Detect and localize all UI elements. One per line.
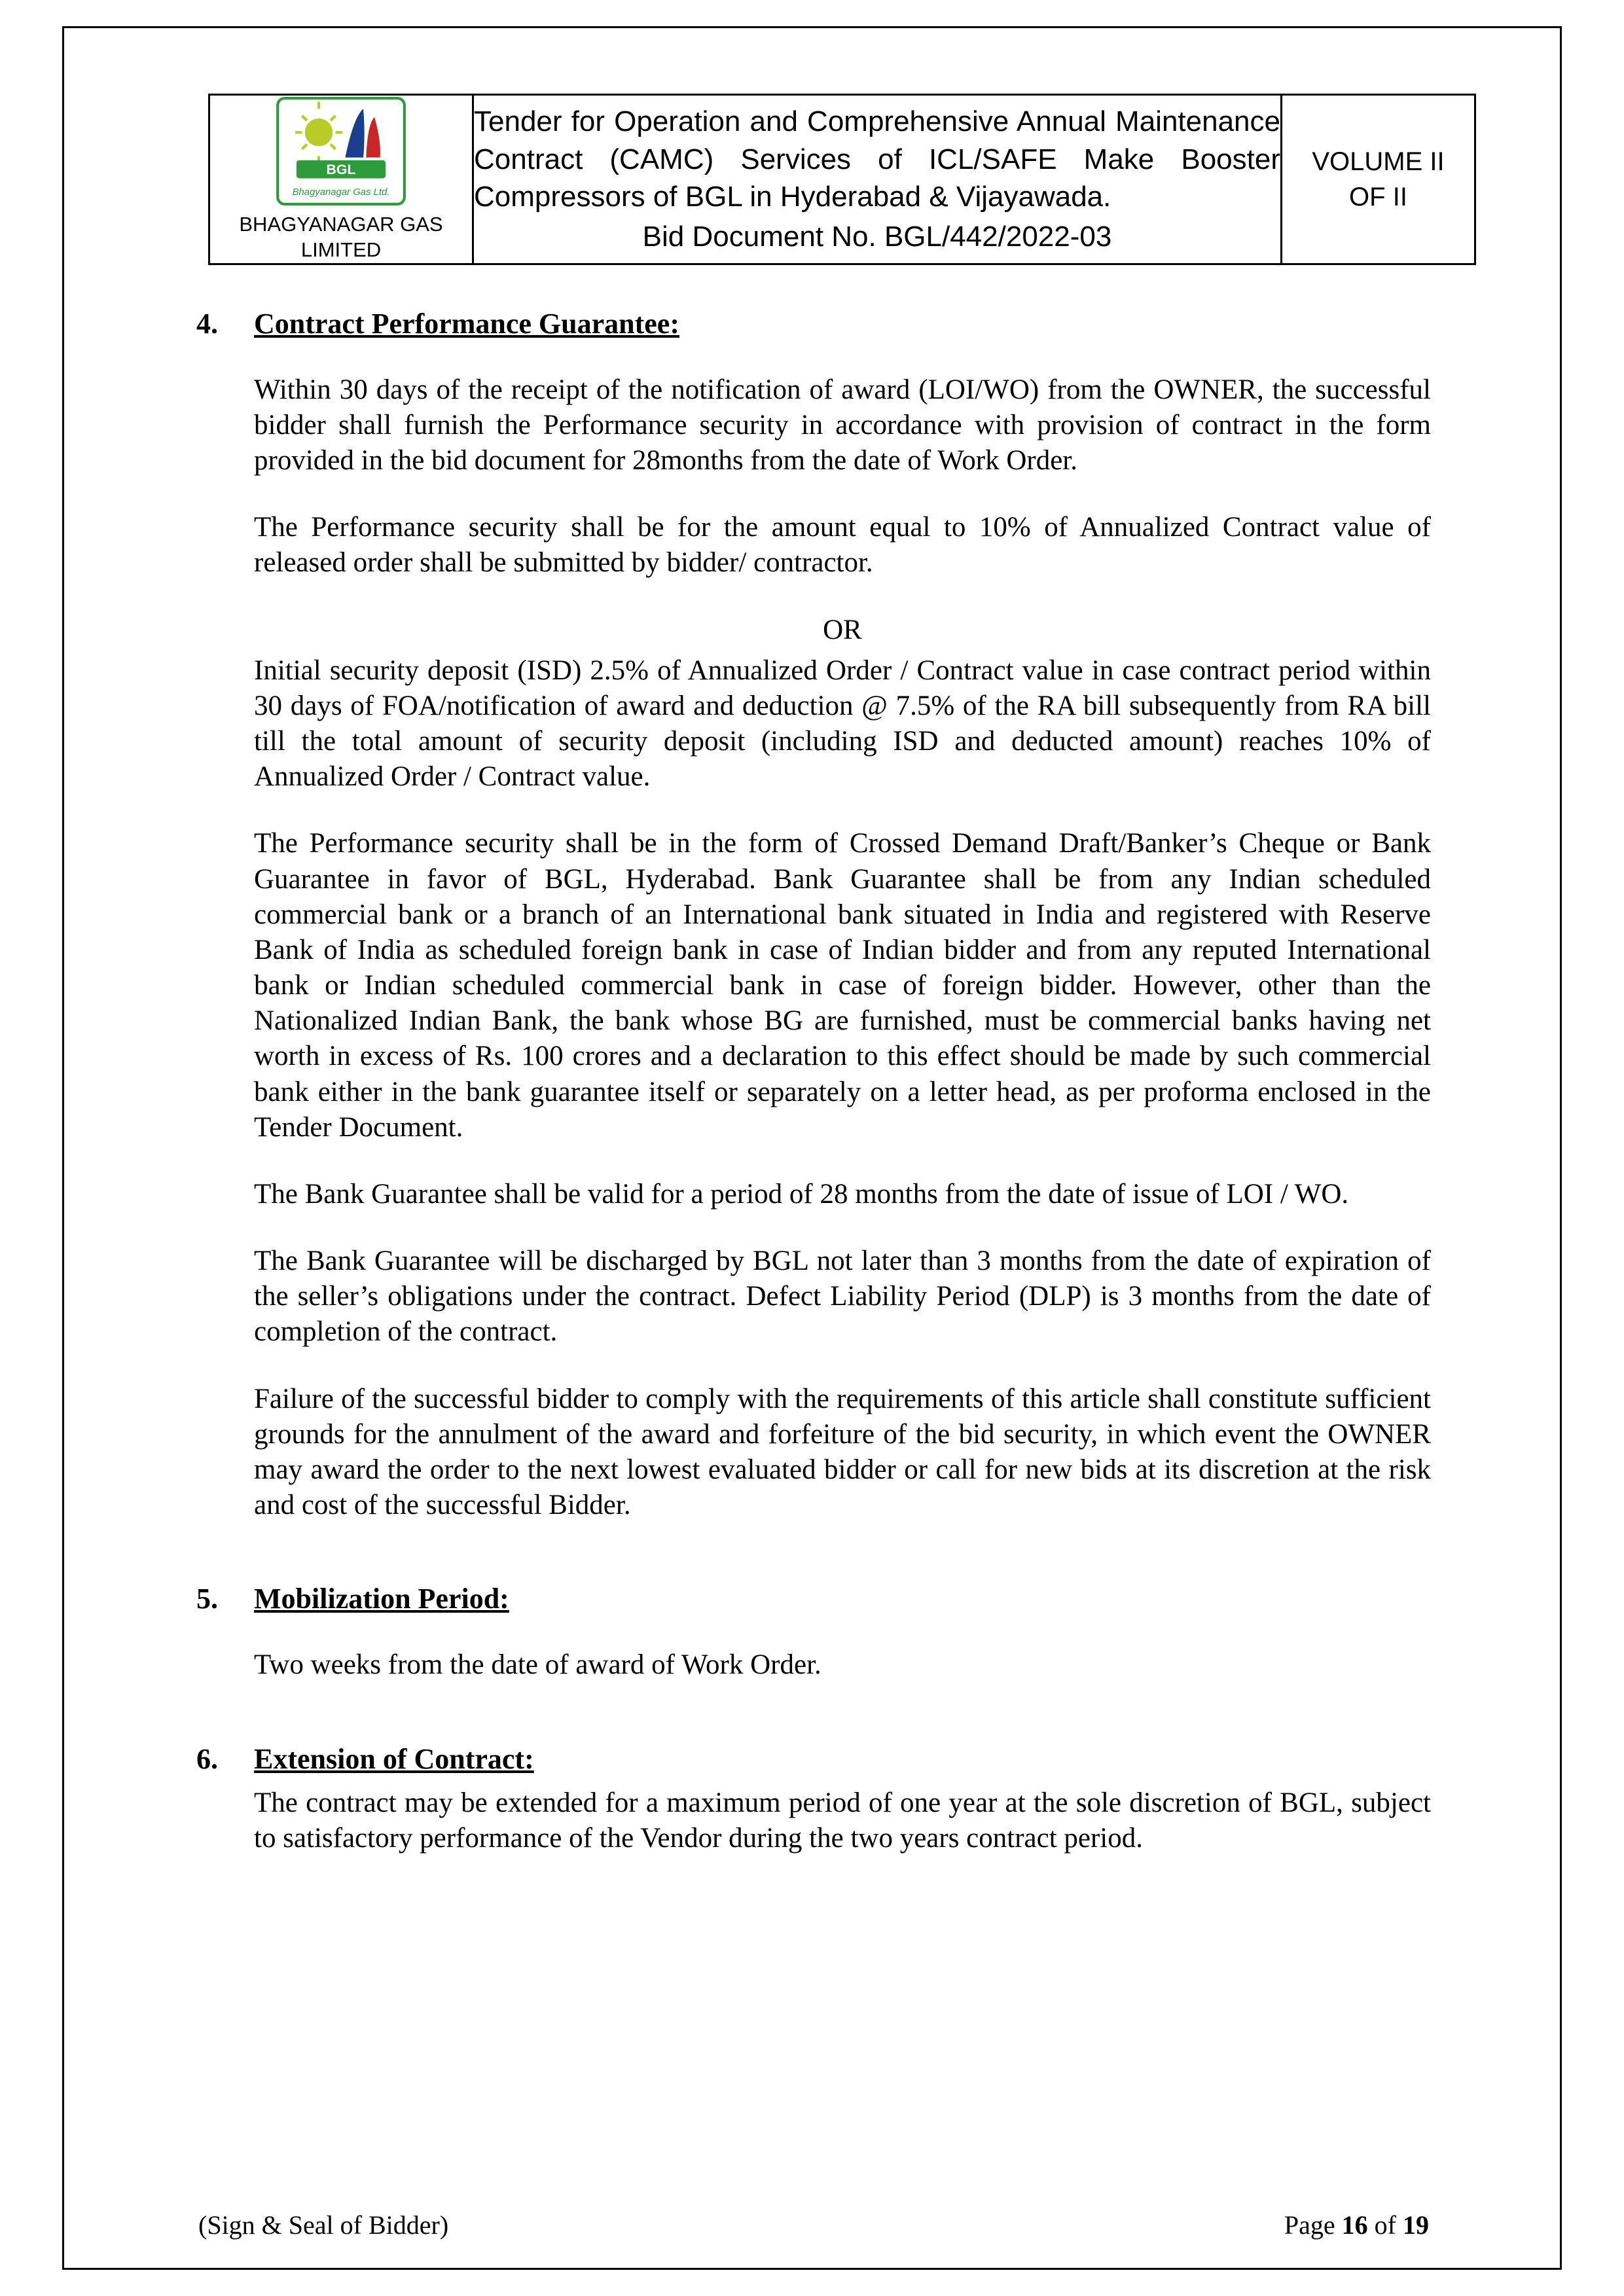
section-heading — [196, 1741, 1431, 1778]
of-word: of — [1367, 2210, 1403, 2240]
total-pages: 19 — [1403, 2210, 1429, 2240]
volume-line-2: OF II — [1349, 182, 1407, 211]
page-number: 16 — [1341, 2210, 1368, 2240]
section-heading — [196, 1581, 1431, 1617]
page-footer — [198, 2210, 1429, 2240]
document-body — [64, 306, 1560, 1857]
header-row — [209, 95, 1475, 264]
logo-brand-text: BGL — [326, 162, 356, 178]
paragraph: The Bank Guarantee will be discharged by BGL not later than 3 months from the date of expiration of the seller’s obligations under the contract. Defect Liability Period (DLP) is 3 months from the date of completion of the contract. — [254, 1246, 1431, 1348]
paragraph: Initial security deposit (ISD) 2.5% of Annualized Order / Contract value in case contract period within 30 days of FOA/notification of award and deduction @ 7.5% of the RA bill subsequently from RA bill till the total amount of security deposit (including ISD and deducted amount) reaches 10% of Annualized Order / Contract value. — [254, 655, 1431, 793]
page-word: Page — [1284, 2210, 1342, 2240]
sun-icon — [305, 118, 333, 147]
bid-document-number: Bid Document No. BGL/442/2022-03 — [642, 220, 1112, 253]
paragraph: Failure of the successful bidder to comply with the requirements of this article shall constitute sufficient grounds for the annulment of the award and forfeiture of the bid security, in which event the OWNER may award the order to the next lowest evaluated bidder or call for new bids at its discretion at the risk and cost of the successful Bidder. — [254, 1383, 1431, 1521]
section-mobilization-period — [196, 1581, 1431, 1683]
logo-tagline: Bhagyanagar Gas Ltd. — [292, 187, 390, 198]
company-name: BHAGYANAGAR GAS LIMITED — [239, 213, 443, 261]
page-border — [62, 26, 1562, 2270]
sign-seal-label: (Sign & Seal of Bidder) — [198, 2210, 449, 2240]
header-title-cell — [473, 95, 1282, 264]
paragraph: The Bank Guarantee shall be valid for a period of 28 months from the date of issue of LOI / WO. — [254, 1178, 1349, 1210]
paragraph: The contract may be extended for a maximum period of one year at the sole discretion of BGL, subject to satisfactory performance of the Vendor during the two years contract period. — [254, 1787, 1431, 1854]
section-title: Extension of Contract: — [254, 1742, 534, 1775]
bgl-logo-icon — [276, 96, 406, 207]
volume-label — [1282, 144, 1474, 215]
paragraph: Two weeks from the date of award of Work Order. — [254, 1649, 821, 1681]
header-table — [208, 94, 1476, 265]
paragraph: The Performance security shall be for the amount equal to 10% of Annualized Contract value of released order shall be submitted by bidder/ contractor. — [254, 512, 1431, 579]
section-title: Contract Performance Guarantee: — [254, 307, 679, 340]
header-logo-cell — [209, 95, 473, 264]
volume-line-1: VOLUME II — [1312, 147, 1445, 176]
paragraph: Within 30 days of the receipt of the notification of award (LOI/WO) from the OWNER, the successful bidder shall furnish the Performance security in accordance with provision of contract in the form provided in the bid document for 28months from the date of Work Order. — [254, 374, 1431, 476]
tender-title: Tender for Operation and Comprehensive Annual Maintenance Contract (CAMC) Services of ICL/SAFE Make Booster Compressors of BGL in Hyderabad & Vijayawada. — [474, 105, 1280, 213]
section-number: 4. — [196, 307, 218, 340]
section-number: 6. — [196, 1742, 218, 1775]
section-extension-of-contract — [196, 1741, 1431, 1857]
section-title: Mobilization Period: — [254, 1583, 509, 1615]
or-separator: OR — [823, 614, 862, 645]
header-volume-cell — [1282, 95, 1475, 264]
section-number: 5. — [196, 1583, 218, 1615]
section-contract-performance-guarantee — [196, 306, 1431, 1524]
paragraph: The Performance security shall be in the form of Crossed Demand Draft/Banker’s Cheque or Bank Guarantee in favor of BGL, Hyderabad. Bank Guarantee shall be from any Indian scheduled commercial bank or a branch of an International bank situated in India and registered with Reserve Bank of India as scheduled foreign bank in case of Indian bidder and from any reputed International bank or Indian scheduled commercial bank in case of foreign bidder. However, other than the Nationalized Indian Bank, the bank whose BG are furnished, must be commercial banks having net worth in excess of Rs. 100 crores and a declaration to this effect should be made by such commercial bank either in the bank guarantee itself or separately on a letter head, as per proforma enclosed in the Tender Document. — [254, 828, 1431, 1143]
page-indicator — [1284, 2210, 1429, 2240]
section-heading — [196, 306, 1431, 342]
